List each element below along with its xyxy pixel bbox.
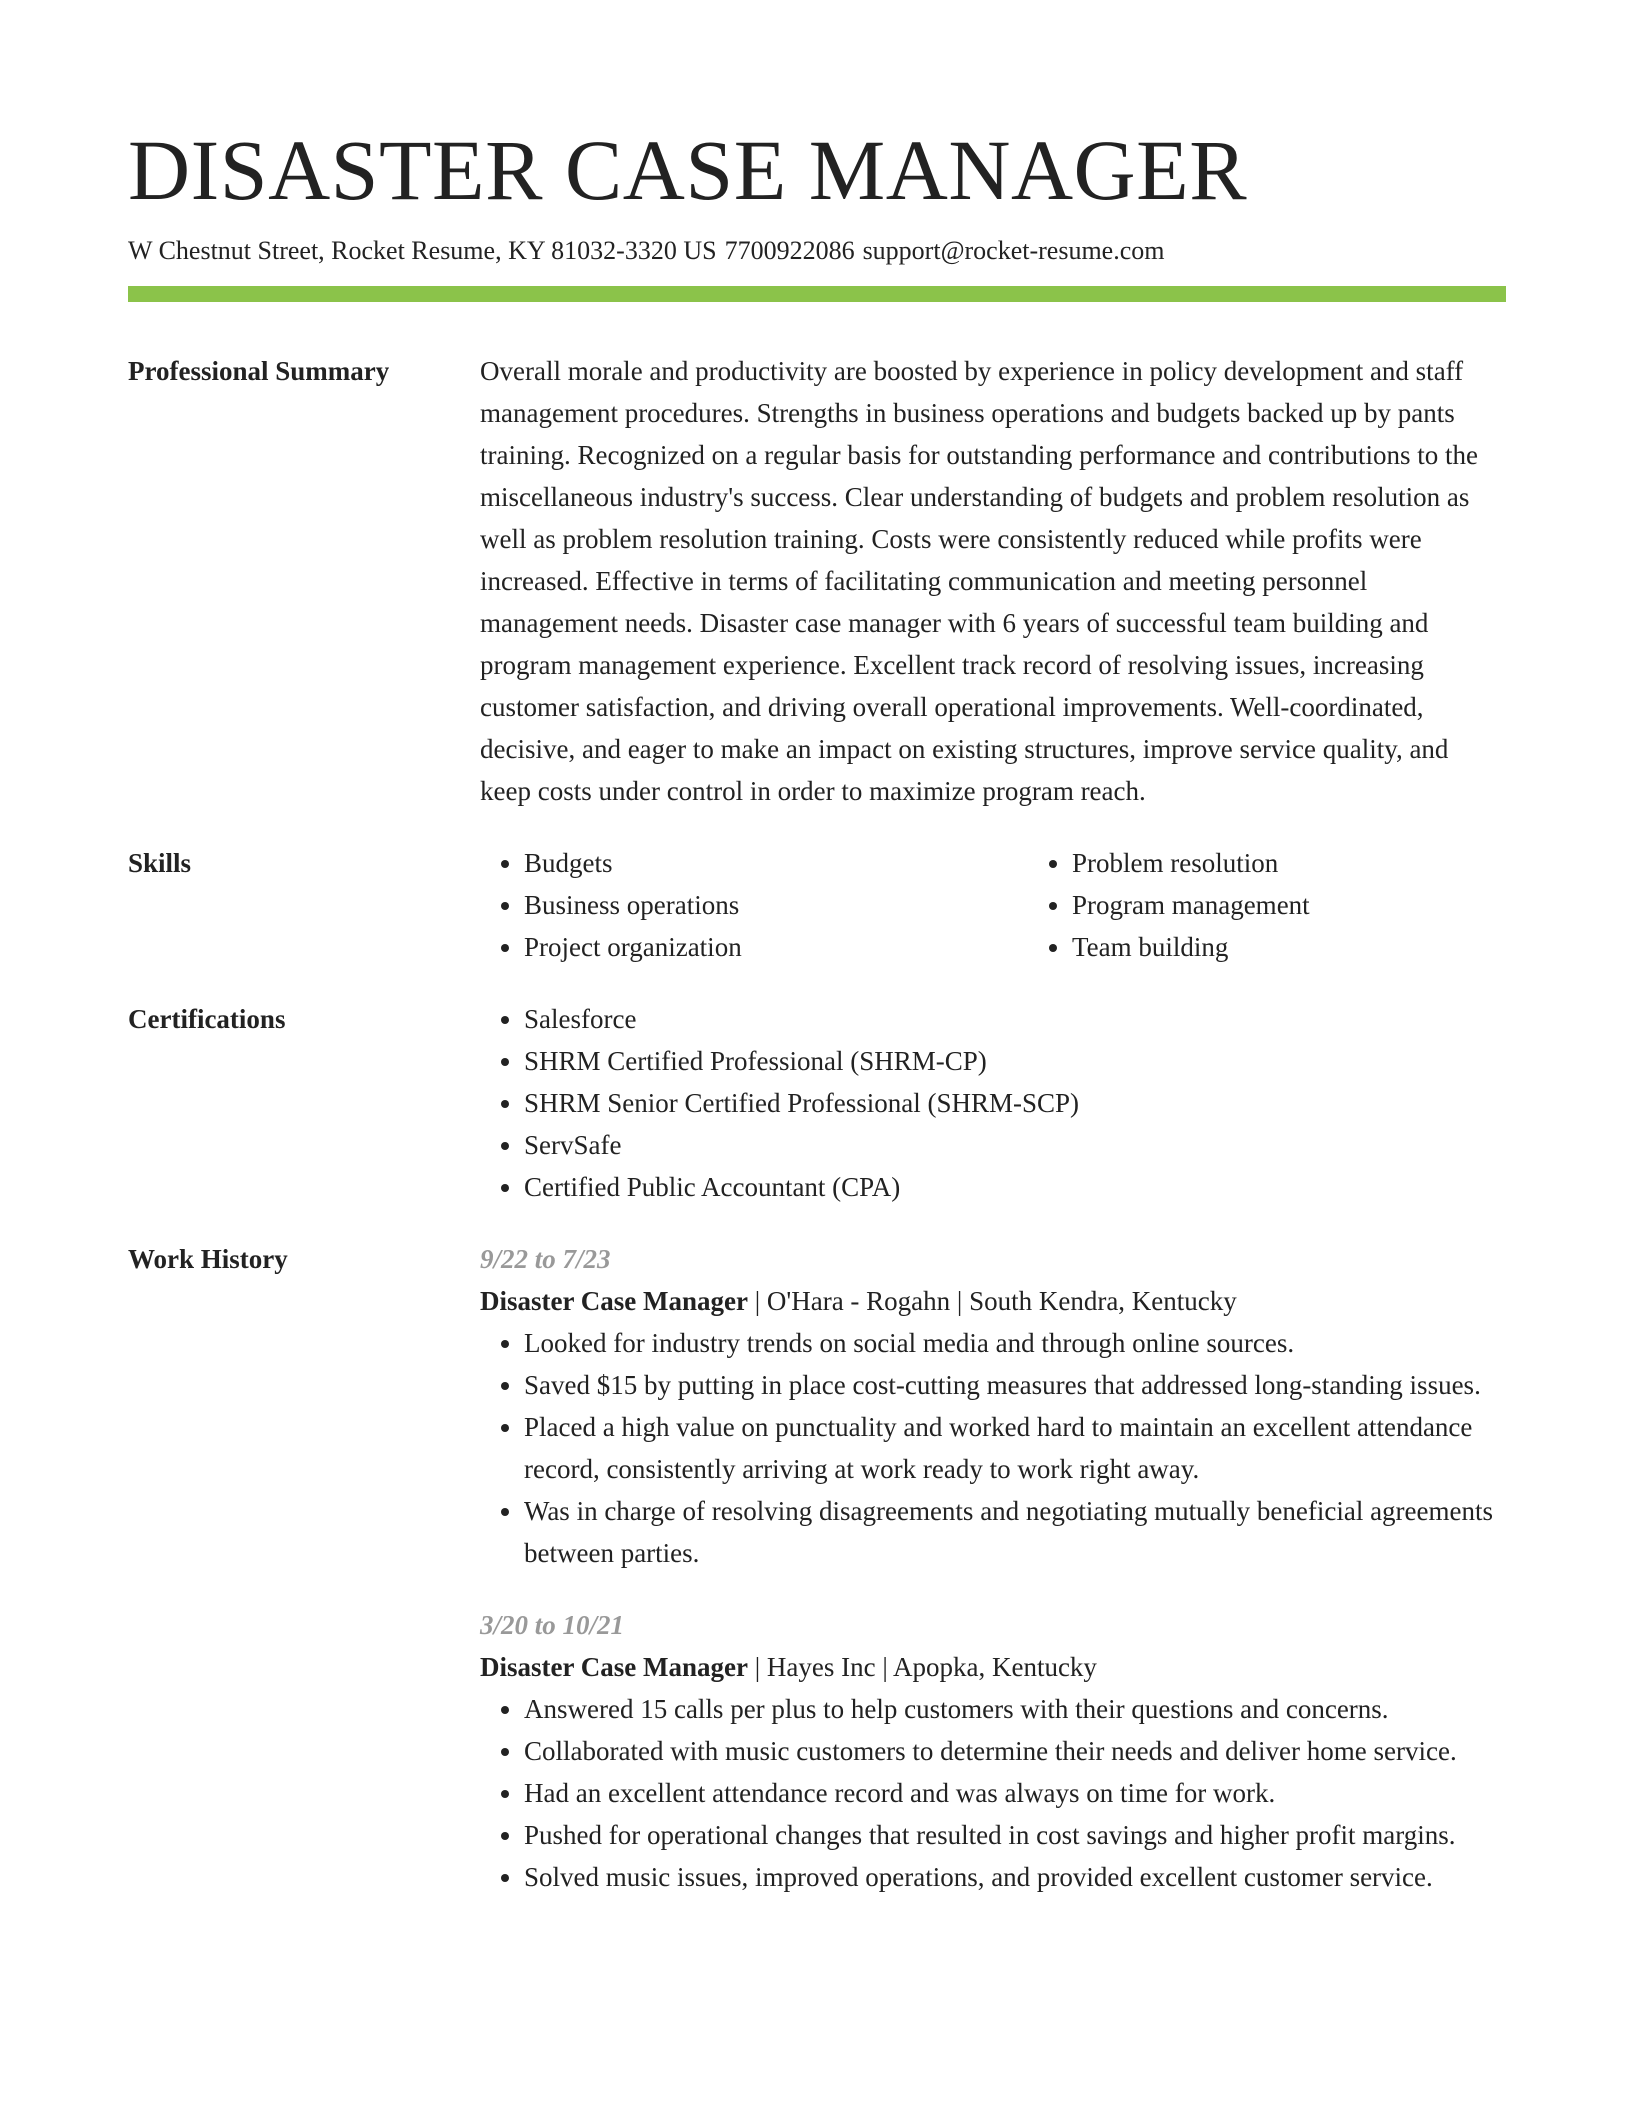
summary-heading: Professional Summary [128, 356, 390, 386]
responsibility-item: • Pushed for operational changes that resulted in cost savings and higher profit margins. [524, 1814, 1506, 1856]
job-title: Disaster Case Manager [480, 1652, 748, 1682]
skill-item: • Team building [1072, 926, 1576, 968]
summary-section [128, 350, 1506, 812]
job-dates: 9/22 to 7/23 [480, 1244, 611, 1274]
work-history-body [480, 1238, 1506, 1898]
job-dates: 3/20 to 10/21 [480, 1610, 625, 1640]
skill-item: • Project organization [524, 926, 1028, 968]
separator: | [754, 1286, 767, 1316]
responsibility-item: • Solved music issues, improved operations, and provided excellent customer service. [524, 1856, 1506, 1898]
responsibility-item: • Collaborated with music customers to determine their needs and deliver home service. [524, 1730, 1506, 1772]
job-company: Hayes Inc [766, 1652, 876, 1682]
certifications-body [480, 998, 1506, 1208]
skill-item: • Budgets [524, 842, 1028, 884]
contact-line [128, 234, 1506, 268]
certification-item: • SHRM Certified Professional (SHRM-CP) [524, 1040, 1506, 1082]
certifications-heading: Certifications [128, 1004, 286, 1034]
responsibility-item: • Had an excellent attendance record and was always on time for work. [524, 1772, 1506, 1814]
separator: | [882, 1652, 893, 1682]
responsibility-item: • Placed a high value on punctuality and worked hard to maintain an excellent attendance record, consistently arriving at work ready to work right away. [524, 1406, 1506, 1490]
job-responsibilities [480, 1322, 1506, 1574]
job-entry [480, 1604, 1506, 1898]
certification-item: • Salesforce [524, 998, 1506, 1040]
certifications-section [128, 998, 1506, 1208]
separator: | [956, 1286, 970, 1316]
certifications-list [480, 998, 1506, 1208]
skills-columns [480, 842, 1576, 968]
summary-text: Overall morale and productivity are boosted by experience in policy development and staff management procedures. Strengths in business operations and budgets backed up by pants training. Recognized on a regular basis for outstanding performance and contributions to the miscellaneous industry's success. Clear understanding of budgets and problem resolution as well as problem resolution training. Costs were consistently reduced while profits were increased. Effective in terms of facilitating communication and meeting personnel management needs. Disaster case manager with 6 years of successful team building and program management experience. Excellent track record of resolving issues, increasing customer satisfaction, and driving overall operational improvements. Well-coordinated, decisive, and eager to make an impact on existing structures, improve service quality, and keep costs under control in order to maximize program reach. [480, 356, 1478, 806]
certification-item: • Certified Public Accountant (CPA) [524, 1166, 1506, 1208]
work-history-heading: Work History [128, 1244, 288, 1274]
skills-section [128, 842, 1506, 968]
responsibility-item: • Was in charge of resolving disagreements and negotiating mutually beneficial agreements between parties. [524, 1490, 1506, 1574]
job-entry [480, 1238, 1506, 1574]
responsibility-item: • Saved $15 by putting in place cost-cutting measures that addressed long-standing issues. [524, 1364, 1506, 1406]
skill-item: • Problem resolution [1072, 842, 1576, 884]
skills-list-right [1028, 842, 1576, 968]
certification-item: • ServSafe [524, 1124, 1506, 1166]
skills-heading: Skills [128, 848, 192, 878]
job-heading [480, 1280, 1506, 1322]
separator: | [754, 1652, 767, 1682]
accent-divider [128, 286, 1506, 302]
job-company: O'Hara - Rogahn [766, 1286, 951, 1316]
resume-title: DISASTER CASE MANAGER [128, 122, 1248, 218]
job-title: Disaster Case Manager [480, 1286, 748, 1316]
skills-list-left [480, 842, 1028, 968]
responsibility-item: • Answered 15 calls per plus to help customers with their questions and concerns. [524, 1688, 1506, 1730]
job-heading [480, 1646, 1506, 1688]
contact-email: support@rocket-resume.com [862, 236, 1165, 265]
resume-page [128, 118, 1506, 1898]
contact-address: W Chestnut Street, Rocket Resume, KY 81032-3320 US [128, 236, 717, 265]
contact-phone: 7700922086 [724, 236, 855, 265]
job-location: Apopka, Kentucky [892, 1652, 1097, 1682]
skill-item: • Business operations [524, 884, 1028, 926]
work-history-section [128, 1238, 1506, 1898]
responsibility-item: • Looked for industry trends on social media and through online sources. [524, 1322, 1506, 1364]
job-location: South Kendra, Kentucky [969, 1286, 1237, 1316]
skill-item: • Program management [1072, 884, 1576, 926]
certification-item: • SHRM Senior Certified Professional (SHRM-SCP) [524, 1082, 1506, 1124]
job-responsibilities [480, 1688, 1506, 1898]
